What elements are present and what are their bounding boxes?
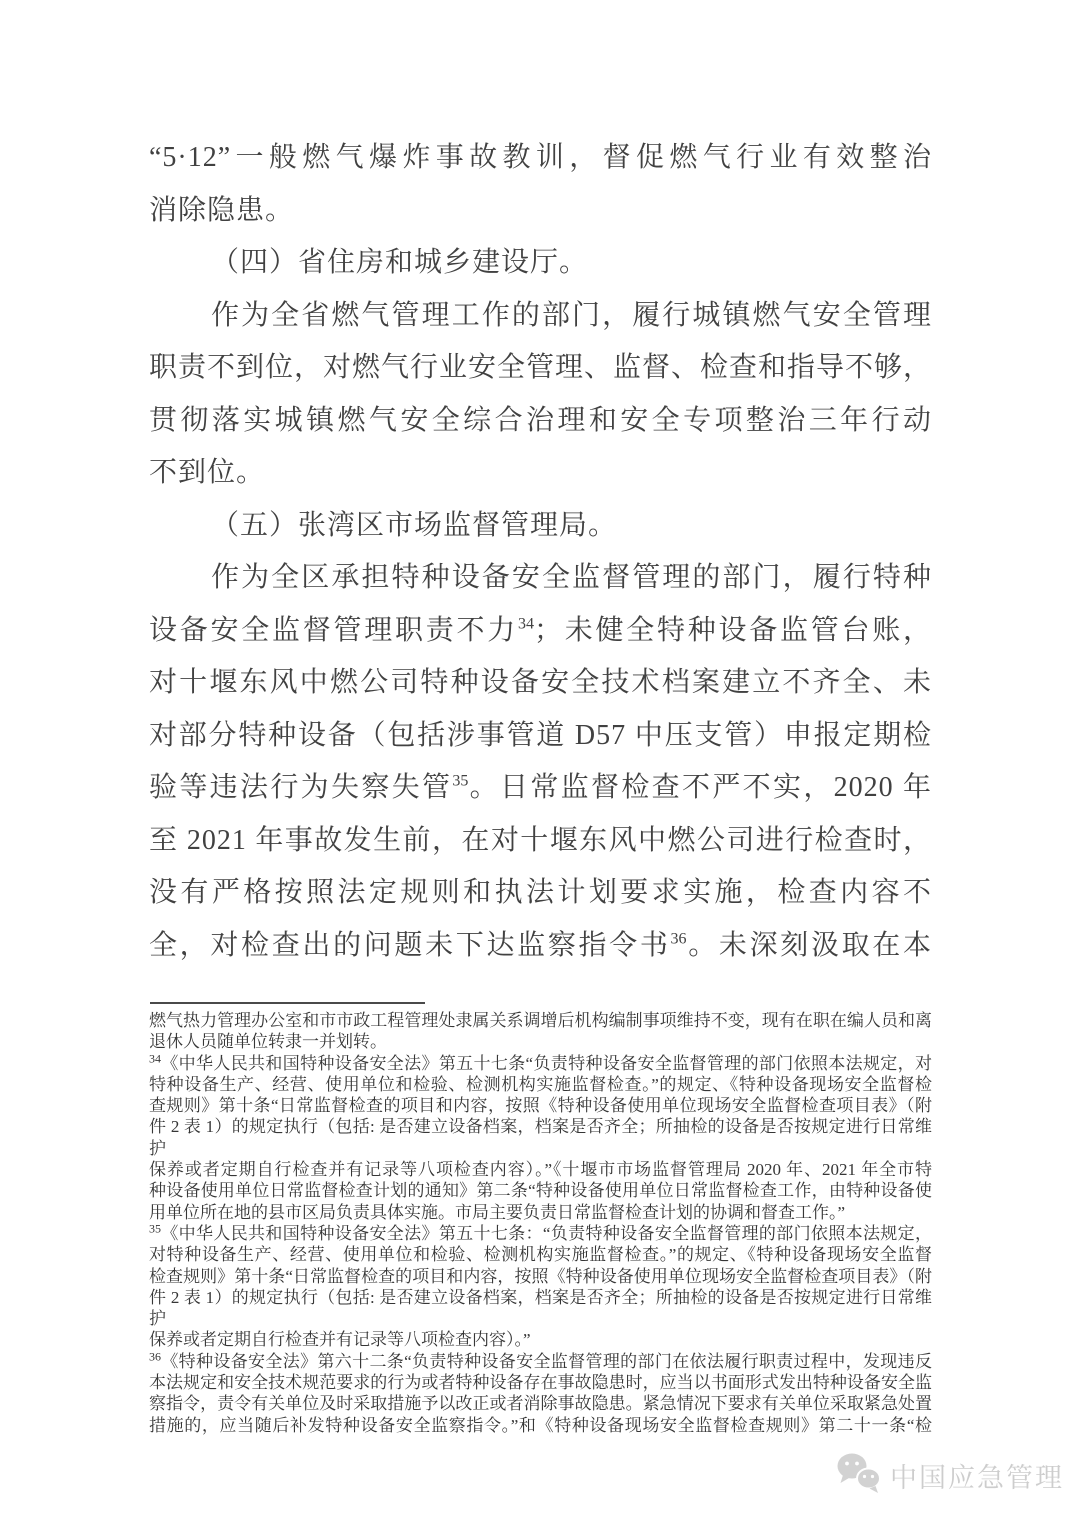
- wechat-icon: [836, 1452, 882, 1499]
- body-text-line: （五）张湾区市场监督管理局。: [211, 509, 618, 541]
- footnote-ref: 35: [452, 772, 469, 790]
- footnote-line: 燃气热力管理办公室和市市政工程管理处隶属关系调增后机构编制事项维持不变，现有在职在编人员和离: [149, 1011, 932, 1030]
- footnote-ref: 34: [518, 615, 534, 633]
- footnote-line: 种设备使用单位日常监督检查计划的通知》第二条“特种设备使用单位日常监督检查工作，由特种设备使: [149, 1181, 932, 1201]
- body-text-line: 职责不到位，对燃气行业安全管理、监督、检查和指导不够，: [149, 352, 933, 383]
- footnote-line: 本法规定和安全技术规范要求的行为或者特种设备存在事故隐患时，应当以书面形式发出特种设备安全监: [149, 1373, 932, 1393]
- body-text-line: 没有严格按照法定规则和执法计划要求实施，检查内容不: [149, 877, 932, 908]
- footnotes-block: [149, 1010, 932, 1436]
- footnote-line: 保养或者定期自行检查并有记录等八项检查内容）。”: [149, 1330, 531, 1350]
- footnote-line: 用单位所在地的县市区局负责具体实施。市局主要负责日常监督检查计划的协调和督查工作。”: [149, 1202, 846, 1222]
- watermark: [836, 1452, 1064, 1499]
- footnote-line: 件 2 表 1）的规定执行（包括: 是否建立设备档案，档案是否齐全；所抽检的设备是否按规定进行日常维护: [149, 1287, 932, 1329]
- main-text-block: [149, 132, 932, 972]
- body-text-line: （四）省住房和城乡建设厅。: [211, 247, 589, 278]
- footnote-line: 检查规则》第十条“日常监督检查的项目和内容，按照《特种设备使用单位现场安全监督检查项目表》（附: [149, 1266, 932, 1286]
- body-text-line: 至 2021 年事故发生前，在对十堰东风中燃公司进行检查时，: [149, 824, 932, 856]
- footnote-line: 件 2 表 1）的规定执行（包括: 是否建立设备档案，档案是否齐全；所抽检的设备是否按规定进行日常维护: [149, 1117, 932, 1158]
- footnote-ref: 36: [670, 930, 687, 948]
- footnote-line: 特种设备生产、经营、使用单位和检验、检测机构实施监督检查。”的规定、《特种设备现场安全监督检: [149, 1074, 932, 1094]
- body-text-line: 对十堰东风中燃公司特种设备安全技术档案建立不齐全、未: [149, 667, 932, 698]
- body-text-line: 对部分特种设备（包括涉事管道 D57 中压支管）申报定期检: [149, 719, 932, 751]
- footnote-ref: 36: [149, 1349, 161, 1364]
- footnote-line: $^{35}$《中华人民共和国特种设备安全法》第五十七条：“负责特种设备安全监督管理的部门依照本法规定，: [149, 1221, 932, 1243]
- footnote-line: 退休人员随单位转隶一并划转。: [149, 1032, 387, 1052]
- body-text-line: 设备安全监督管理职责不力$^{34}$；未健全特种设备监管台账，: [149, 614, 932, 646]
- watermark-label: 中国应急管理: [890, 1463, 1064, 1493]
- body-text-line: 不到位。: [149, 457, 266, 488]
- footnote-line: $^{36}$《特种设备安全法》第六十二条“负责特种设备安全监督管理的部门在依法履行职责过程中，发现违反: [149, 1349, 932, 1371]
- footnote-line: 查规则》第十条“日常监督检查的项目和内容，按照《特种设备使用单位现场安全监督检查项目表》（附: [149, 1096, 932, 1116]
- footnote-ref: 35: [149, 1221, 161, 1236]
- footnote-line: 措施的，应当随后补发特种设备安全监察指令。”和《特种设备现场安全监督检查规则》第二十一条“检: [149, 1415, 932, 1435]
- body-text-line: 作为全省燃气管理工作的部门，履行城镇燃气安全管理: [211, 299, 932, 331]
- body-text-line: 全，对检查出的问题未下达监察指令书$^{36}$。未深刻汲取在本: [149, 929, 932, 961]
- body-text-line: 作为全区承担特种设备安全监督管理的部门，履行特种: [211, 562, 932, 593]
- footnote-line: 保养或者定期自行检查并有记录等八项检查内容）。”《十堰市市场监督管理局 2020 年、2021 年全市特: [149, 1160, 932, 1180]
- body-text-line: “5·12”一般燃气爆炸事故教训，督促燃气行业有效整治: [149, 142, 932, 173]
- body-text-line: 消除隐患。: [149, 194, 295, 226]
- body-text-line: 验等违法行为失察失管$^{35}$。日常监督检查不严不实，2020 年: [149, 772, 932, 803]
- footnote-line: 察指令，责令有关单位及时采取措施予以改正或者消除事故隐患。紧急情况下要求有关单位采取紧急处置: [149, 1394, 932, 1414]
- footnote-separator: [150, 1002, 425, 1004]
- footnote-line: 对特种设备生产、经营、使用单位和检验、检测机构实施监督检查。”的规定、《特种设备现场安全监督: [149, 1245, 932, 1265]
- body-text-line: 贯彻落实城镇燃气安全综合治理和安全专项整治三年行动: [149, 404, 932, 436]
- footnote-ref: 34: [149, 1050, 161, 1065]
- footnote-line: $^{34}$《中华人民共和国特种设备安全法》第五十七条“负责特种设备安全监督管理的部门依照本法规定，对: [149, 1050, 932, 1073]
